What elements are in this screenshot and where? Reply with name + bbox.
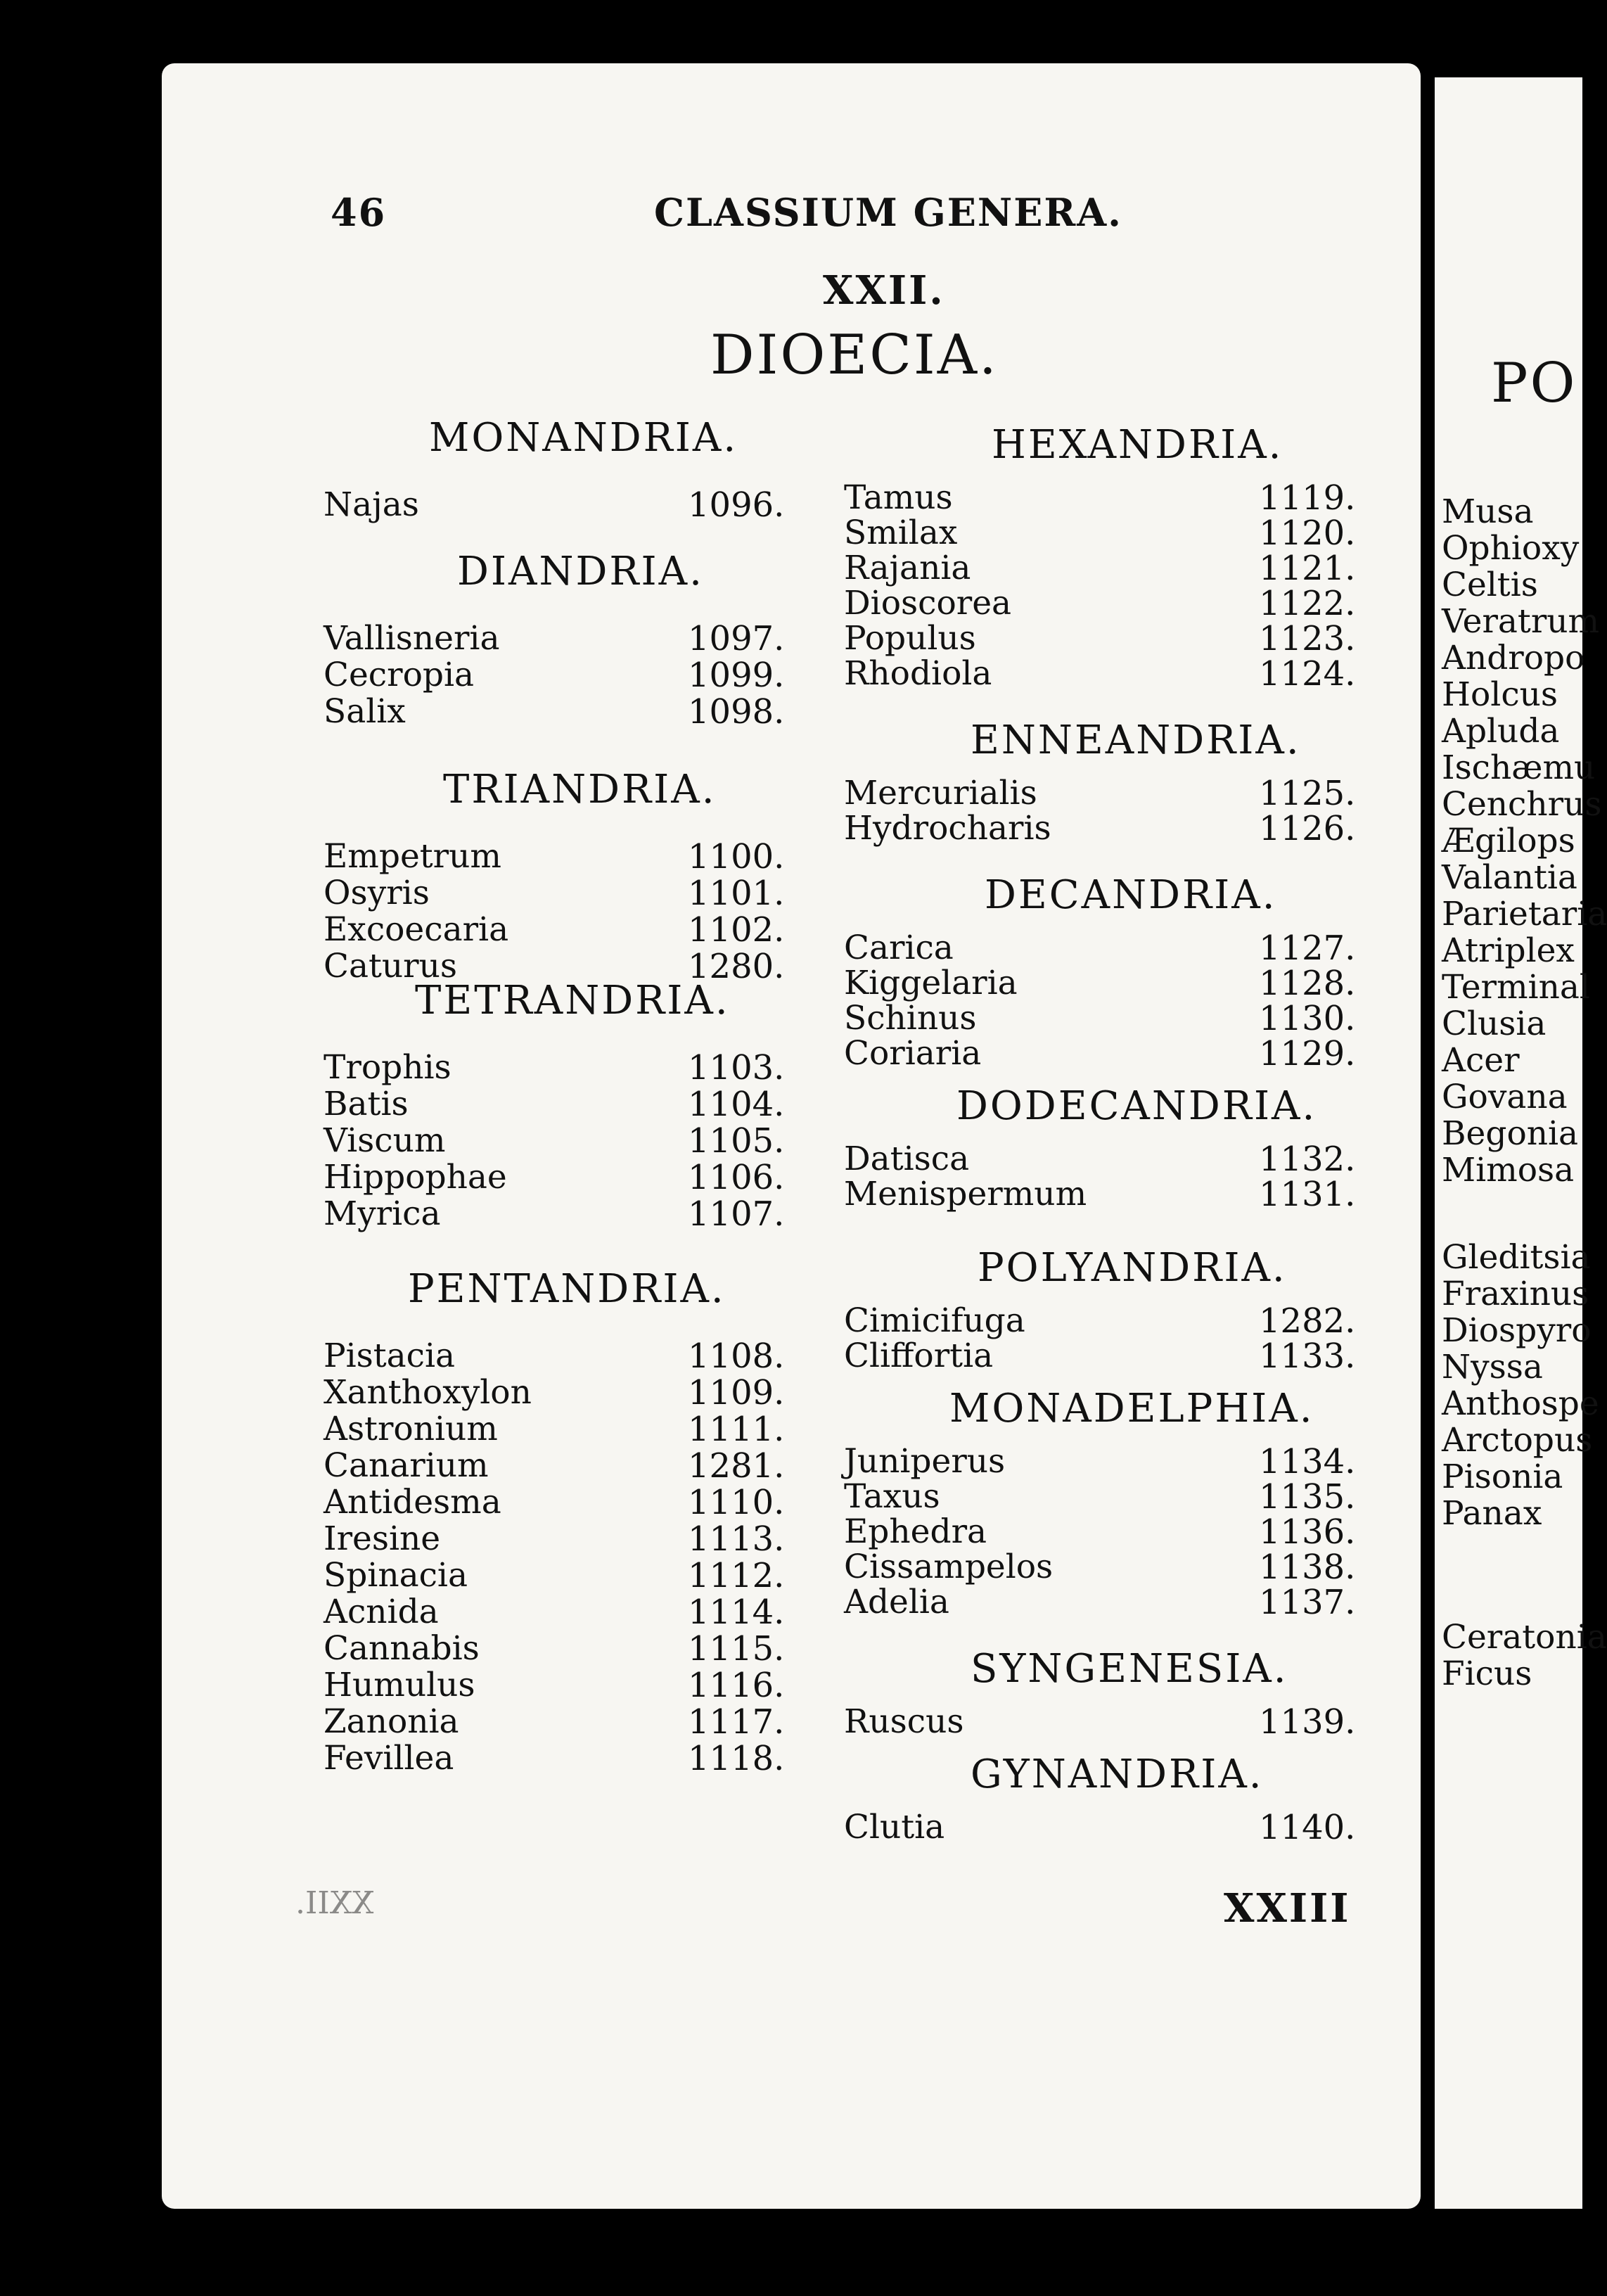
right-genus-name: Kiggelaria	[844, 964, 1018, 1002]
right-section-heading: MONADELPHIA.	[949, 1386, 1314, 1431]
left-genus-number: 1100.	[688, 837, 785, 876]
left-genus-name: Excoecaria	[324, 910, 509, 949]
left-genus-number: 1116.	[688, 1666, 785, 1705]
class-title: DIOECIA.	[710, 324, 999, 387]
left-genus-number: 1096.	[688, 485, 785, 525]
left-genus-name: Zanonia	[324, 1702, 459, 1741]
left-genus-number: 1099.	[688, 656, 785, 695]
left-genus-name: Xanthoxylon	[324, 1373, 532, 1412]
right-genus-name: Hydrocharis	[844, 809, 1051, 848]
facing-page	[1435, 77, 1607, 2209]
facing-genus-name: Ceratonia	[1442, 1618, 1607, 1657]
right-genus-name: Ruscus	[844, 1702, 964, 1741]
left-genus-name: Acnida	[324, 1593, 439, 1631]
right-genus-name: Mercurialis	[844, 774, 1037, 812]
right-genus-number: 1130.	[1259, 999, 1356, 1038]
right-genus-number: 1123.	[1259, 619, 1356, 658]
left-genus-name: Astronium	[324, 1410, 498, 1448]
left-genus-number: 1104.	[688, 1085, 785, 1124]
right-genus-number: 1135.	[1259, 1477, 1356, 1517]
facing-genus-name: Parietaria	[1442, 895, 1607, 933]
left-genus-name: Antidesma	[324, 1483, 501, 1522]
right-genus-name: Juniperus	[844, 1442, 1006, 1481]
right-genus-name: Datisca	[844, 1140, 970, 1178]
left-genus-number: 1109.	[688, 1373, 785, 1412]
left-genus-name: Myrica	[324, 1194, 441, 1233]
right-genus-name: Cliffortia	[844, 1337, 994, 1375]
right-genus-number: 1122.	[1259, 584, 1356, 623]
left-genus-number: 1103.	[688, 1048, 785, 1088]
left-genus-number: 1098.	[688, 692, 785, 732]
facing-genus-name: Mimosa	[1442, 1151, 1575, 1190]
facing-genus-name: Acer	[1442, 1041, 1520, 1080]
right-genus-name: Cissampelos	[844, 1548, 1054, 1586]
facing-genus-name: Gleditsia	[1442, 1238, 1591, 1277]
facing-genus-name: Terminal	[1442, 968, 1590, 1007]
facing-genus-name: Pisonia	[1442, 1458, 1563, 1496]
facing-genus-name: Fraxinus	[1442, 1275, 1589, 1313]
facing-genus-name: Holcus	[1442, 675, 1558, 714]
left-genus-number: 1106.	[688, 1158, 785, 1197]
facing-genus-name: Apluda	[1442, 712, 1560, 751]
right-section-heading: DODECANDRIA.	[956, 1083, 1317, 1129]
facing-heading: PO	[1491, 352, 1577, 415]
facing-genus-name: Valantia	[1442, 858, 1577, 897]
right-section-heading: DECANDRIA.	[985, 872, 1277, 918]
left-genus-name: Trophis	[324, 1048, 452, 1087]
right-section-heading: ENNEANDRIA.	[971, 718, 1301, 763]
right-genus-name: Coriaria	[844, 1034, 982, 1073]
right-section-heading: POLYANDRIA.	[978, 1245, 1287, 1291]
facing-genus-name: Panax	[1442, 1494, 1542, 1533]
facing-genus-name: Ficus	[1442, 1654, 1532, 1693]
right-genus-name: Taxus	[844, 1477, 940, 1516]
right-genus-name: Carica	[844, 929, 954, 967]
right-genus-name: Tamus	[844, 478, 953, 517]
facing-genus-name: Arctopus	[1442, 1421, 1593, 1460]
right-genus-number: 1139.	[1259, 1702, 1356, 1742]
left-genus-number: 1281.	[688, 1446, 785, 1486]
facing-genus-name: Clusia	[1442, 1005, 1547, 1043]
facing-genus-name: Govana	[1442, 1078, 1568, 1116]
right-genus-number: 1126.	[1259, 809, 1356, 848]
right-genus-number: 1132.	[1259, 1140, 1356, 1179]
right-genus-number: 1134.	[1259, 1442, 1356, 1481]
left-genus-name: Empetrum	[324, 837, 501, 876]
facing-genus-name: Nyssa	[1442, 1348, 1543, 1386]
right-genus-name: Clutia	[844, 1808, 945, 1847]
right-genus-number: 1137.	[1259, 1583, 1356, 1622]
right-section-heading: HEXANDRIA.	[992, 422, 1283, 468]
right-genus-number: 1282.	[1259, 1301, 1356, 1341]
left-genus-number: 1107.	[688, 1194, 785, 1234]
catchword: XXIII	[1224, 1885, 1351, 1932]
facing-genus-name: Ischæmu	[1442, 748, 1596, 787]
left-section-heading: TETRANDRIA.	[415, 978, 730, 1023]
right-genus-number: 1121.	[1259, 549, 1356, 588]
left-genus-number: 1105.	[688, 1121, 785, 1161]
right-genus-name: Adelia	[844, 1583, 949, 1621]
left-section-heading: PENTANDRIA.	[408, 1266, 726, 1312]
left-genus-number: 1101.	[688, 874, 785, 913]
facing-genus-name: Ophioxy	[1442, 529, 1580, 568]
left-genus-name: Canarium	[324, 1446, 489, 1485]
facing-genus-name: Andropo	[1442, 639, 1585, 677]
class-number: XXII.	[823, 267, 945, 314]
left-genus-number: 1097.	[688, 619, 785, 658]
right-genus-number: 1140.	[1259, 1808, 1356, 1847]
right-genus-number: 1131.	[1259, 1175, 1356, 1214]
running-title: CLASSIUM GENERA.	[654, 190, 1122, 235]
left-genus-name: Batis	[324, 1085, 409, 1123]
left-genus-number: 1112.	[688, 1556, 785, 1595]
left-genus-number: 1115.	[688, 1629, 785, 1669]
right-genus-name: Schinus	[844, 999, 977, 1038]
right-genus-name: Ephedra	[844, 1512, 987, 1551]
right-genus-number: 1138.	[1259, 1548, 1356, 1587]
left-genus-name: Vallisneria	[324, 619, 500, 658]
left-genus-name: Osyris	[324, 874, 430, 912]
left-genus-name: Hippophae	[324, 1158, 507, 1197]
page-number: 46	[331, 190, 387, 235]
right-section-heading: GYNANDRIA.	[971, 1752, 1264, 1797]
right-section-heading: SYNGENESIA.	[971, 1646, 1288, 1692]
right-genus-number: 1119.	[1259, 478, 1356, 518]
facing-genus-name: Diospyro	[1442, 1311, 1592, 1350]
right-genus-number: 1124.	[1259, 654, 1356, 694]
facing-genus-name: Atriplex	[1442, 931, 1575, 970]
right-genus-number: 1136.	[1259, 1512, 1356, 1552]
right-genus-name: Smilax	[844, 514, 958, 552]
facing-genus-name: Musa	[1442, 492, 1534, 531]
left-section-heading: MONANDRIA.	[429, 415, 738, 461]
right-genus-number: 1129.	[1259, 1034, 1356, 1073]
right-genus-number: 1127.	[1259, 929, 1356, 968]
facing-genus-name: Celtis	[1442, 566, 1538, 604]
right-genus-name: Rajania	[844, 549, 971, 587]
left-genus-name: Najas	[324, 485, 419, 524]
left-genus-name: Salix	[324, 692, 406, 731]
facing-genus-name: Veratrum	[1442, 602, 1600, 641]
left-genus-number: 1118.	[688, 1739, 785, 1778]
book-page	[162, 63, 1421, 2209]
left-genus-number: 1117.	[688, 1702, 785, 1742]
facing-genus-name: Anthospe	[1442, 1384, 1599, 1423]
right-genus-number: 1125.	[1259, 774, 1356, 813]
left-genus-number: 1280.	[688, 947, 785, 986]
facing-genus-name: Begonia	[1442, 1114, 1579, 1153]
left-genus-number: 1113.	[688, 1519, 785, 1559]
right-genus-name: Rhodiola	[844, 654, 992, 693]
left-genus-number: 1110.	[688, 1483, 785, 1522]
left-genus-number: 1108.	[688, 1337, 785, 1376]
right-genus-name: Menispermum	[844, 1175, 1087, 1213]
left-section-heading: DIANDRIA.	[457, 549, 704, 594]
left-section-heading: TRIANDRIA.	[443, 767, 717, 812]
left-genus-name: Cannabis	[324, 1629, 480, 1668]
left-genus-number: 1114.	[688, 1593, 785, 1632]
right-genus-name: Cimicifuga	[844, 1301, 1025, 1340]
mirrored-catchword: XXII.	[295, 1885, 374, 1921]
left-genus-name: Viscum	[324, 1121, 446, 1160]
right-genus-number: 1133.	[1259, 1337, 1356, 1376]
left-genus-number: 1102.	[688, 910, 785, 950]
right-genus-number: 1128.	[1259, 964, 1356, 1003]
right-genus-name: Populus	[844, 619, 976, 658]
left-genus-name: Fevillea	[324, 1739, 454, 1778]
right-genus-name: Dioscorea	[844, 584, 1012, 623]
left-genus-name: Spinacia	[324, 1556, 468, 1595]
facing-genus-name: Cenchrus	[1442, 785, 1602, 824]
left-genus-name: Caturus	[324, 947, 457, 986]
left-genus-name: Cecropia	[324, 656, 475, 694]
left-genus-name: Iresine	[324, 1519, 441, 1558]
left-genus-number: 1111.	[688, 1410, 785, 1449]
facing-genus-name: Ægilops	[1442, 822, 1575, 860]
right-genus-number: 1120.	[1259, 514, 1356, 553]
left-genus-name: Humulus	[324, 1666, 475, 1704]
left-genus-name: Pistacia	[324, 1337, 456, 1375]
